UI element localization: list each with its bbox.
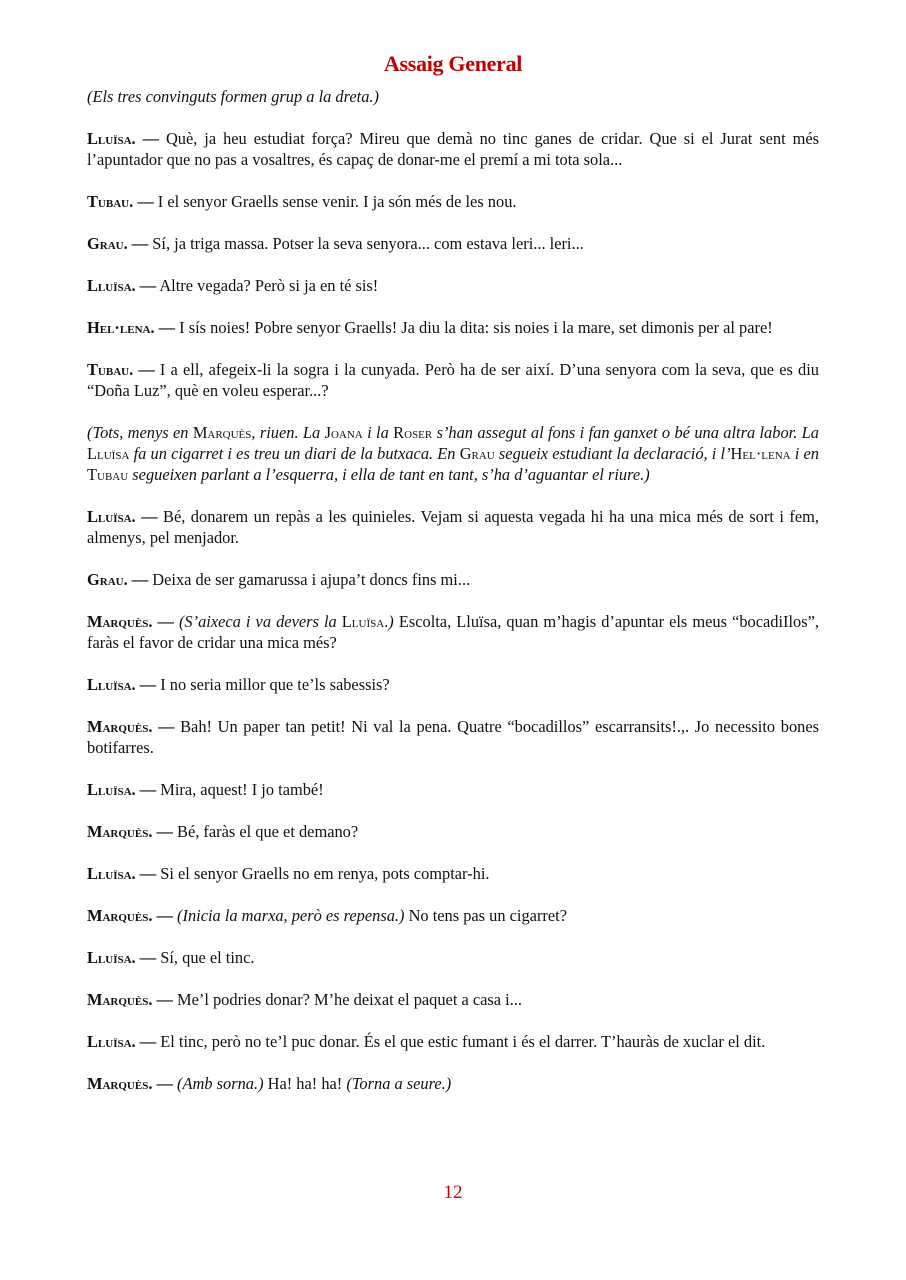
- speaker-name: Marquès.: [87, 906, 153, 925]
- dialogue-text: Ha! ha! ha!: [263, 1074, 347, 1093]
- inline-direction: (S’aixeca i va devers la: [178, 612, 342, 631]
- dialogue-text: Bé, faràs el que et demano?: [172, 822, 359, 841]
- dialogue-line: [87, 821, 819, 842]
- dialogue-line: [87, 716, 819, 758]
- dialogue-text: Bah! Un paper tan petit! Ni val la pena. Quatre “bocadillos” escarransits!.,. Jo necessito bones botifarres.: [87, 717, 819, 757]
- character-name: Tubau: [87, 465, 129, 484]
- character-name: Lluïsa: [87, 444, 130, 463]
- character-name: Hel·lena: [730, 444, 791, 463]
- dialogue-text: Si el senyor Graells no em renya, pots comptar-hi.: [156, 864, 490, 883]
- dialogue-dash: —: [131, 234, 149, 253]
- dialogue-text: Deixa de ser gamarussa i ajupa’t doncs fins mi...: [148, 570, 471, 589]
- dialogue-dash: —: [156, 906, 173, 925]
- speaker-name: Lluïsa.: [87, 675, 136, 694]
- dialogue-text: I sís noies! Pobre senyor Graells! Ja diu la dita: sis noies i la mare, set dimonis per al pare!: [175, 318, 773, 337]
- dialogue-dash: —: [158, 318, 176, 337]
- dialogue-dash: —: [157, 612, 174, 631]
- dialogue-text: Escolta, Lluïsa, quan m’hagis d’apuntar els meus “bocadiIlos”, faràs el favor de cridar una mica més?: [87, 612, 819, 652]
- dialogue-text: Mira, aquest! I jo també!: [156, 780, 324, 799]
- dialogue-text: Me’l podries donar? M’he deixat el paquet a casa i...: [172, 990, 522, 1009]
- dialogue-text: Bé, donarem un repàs a les quinieles. Vejam si aquesta vegada hi ha una mica més de sort i fem, almenys, pel menjador.: [87, 507, 819, 547]
- dialogue-line: [87, 1073, 819, 1094]
- direction-text: fa un cigarret i es treu un diari de la butxaca. En: [129, 444, 460, 463]
- dialogue-line: [87, 863, 819, 884]
- dialogue-dash: —: [156, 1074, 173, 1093]
- dialogue-text: Sí, que el tinc.: [156, 948, 255, 967]
- dialogue-dash: —: [139, 864, 157, 883]
- speaker-name: Grau.: [87, 570, 128, 589]
- speaker-name: Marquès.: [87, 612, 153, 631]
- character-name: Roser: [393, 423, 433, 442]
- dialogue-line: [87, 128, 819, 170]
- dialogue-text: Què, ja heu estudiat força? Mireu que demà no tinc ganes de cridar. Que si el Jurat sent més l’apuntador que no pas a vosaltres, és capaç de donar-me el premí a mi tota sola...: [87, 129, 819, 169]
- stage-direction: [87, 422, 819, 485]
- speaker-name: Marquès.: [87, 822, 153, 841]
- character-name: Marquès: [192, 423, 252, 442]
- dialogue-dash: —: [158, 717, 175, 736]
- speaker-name: Marquès.: [87, 1074, 153, 1093]
- dialogue-dash: —: [131, 570, 149, 589]
- page-body: [87, 50, 819, 1115]
- direction-text: , riuen. La: [251, 423, 325, 442]
- dialogue-line: [87, 275, 819, 296]
- page-title: Assaig General: [383, 51, 523, 76]
- direction-text: (Tots, menys en: [87, 423, 193, 442]
- direction-text: i en: [790, 444, 819, 463]
- dialogue-dash: —: [137, 192, 154, 211]
- speaker-name: Lluïsa.: [87, 864, 136, 883]
- inline-direction: (Inicia la marxa, però es repensa.): [177, 906, 405, 925]
- dialogue-text: Sí, ja triga massa. Potser la seva senyora... com estava leri... leri...: [148, 234, 584, 253]
- speaker-name: Tubau.: [87, 360, 134, 379]
- inline-direction: (Amb sorna.): [177, 1074, 264, 1093]
- speaker-name: Marquès.: [87, 717, 153, 736]
- inline-direction: (Torna a seure.): [346, 1074, 452, 1093]
- direction-text: i la: [362, 423, 394, 442]
- speaker-name: Tubau.: [87, 192, 134, 211]
- dialogue-line: [87, 506, 819, 548]
- dialogue-line: [87, 905, 819, 926]
- inline-direction: ): [388, 612, 394, 631]
- dialogue-dash: —: [138, 360, 155, 379]
- dialogue-text: No tens pas un cigarret?: [404, 906, 567, 925]
- dialogue-text: Altre vegada? Però si ja en té sis!: [156, 276, 379, 295]
- dialogue-dash: —: [141, 507, 158, 526]
- speaker-name: Lluïsa.: [87, 1032, 136, 1051]
- character-name: Grau: [459, 444, 495, 463]
- dialogue-line: [87, 191, 819, 212]
- dialogue-line: [87, 359, 819, 401]
- dialogue-dash: —: [139, 948, 157, 967]
- speaker-name: Lluïsa.: [87, 948, 136, 967]
- character-name: Joana: [324, 423, 363, 442]
- dialogue-dash: —: [139, 675, 157, 694]
- dialogue-line: [87, 1031, 819, 1052]
- dialogue-text: El tinc, però no te’l puc donar. És el que estic fumant i és el darrer. T’hauràs de xuclar el dit.: [156, 1032, 766, 1051]
- dialogue-line: [87, 674, 819, 695]
- dialogue-text: I el senyor Graells sense venir. I ja són més de les nou.: [153, 192, 517, 211]
- dialogue-dash: —: [156, 990, 173, 1009]
- dialogue-line: [87, 947, 819, 968]
- dialogue-text: I no seria millor que te’ls sabessis?: [156, 675, 390, 694]
- page-number: 12: [443, 1182, 463, 1203]
- dialogue-text: I a ell, afegeix-li la sogra i la cunyada. Però ha de ser així. D’una senyora com la seva, que es diu “Doña Luz”, què en voleu esperar...?: [87, 360, 819, 400]
- speaker-name: Lluïsa.: [87, 129, 136, 148]
- dialogue-line: [87, 779, 819, 800]
- direction-text: segueixen parlant a l’esquerra, i ella de tant en tant, s’ha d’aguantar el riure.): [128, 465, 650, 484]
- direction-text: segueix estudiant la declaració, i l’: [494, 444, 731, 463]
- stage-direction: (Els tres convinguts formen grup a la dreta.): [87, 87, 379, 106]
- dialogue-dash: —: [142, 129, 159, 148]
- dialogue-line: [87, 317, 819, 338]
- dialogue-dash: —: [139, 1032, 157, 1051]
- speaker-name: Marquès.: [87, 990, 153, 1009]
- dialogue-line: [87, 233, 819, 254]
- speaker-name: Hel·lena.: [87, 318, 155, 337]
- direction-text: s’han assegut al fons i fan ganxet o bé una altra labor. La: [432, 423, 819, 442]
- speaker-name: Lluïsa.: [87, 507, 136, 526]
- character-name: Lluïsa.: [341, 612, 389, 631]
- dialogue-dash: —: [156, 822, 173, 841]
- speaker-name: Grau.: [87, 234, 128, 253]
- speaker-name: Lluïsa.: [87, 276, 136, 295]
- speaker-name: Lluïsa.: [87, 780, 136, 799]
- dialogue-dash: —: [139, 276, 157, 295]
- dialogue-dash: —: [139, 780, 157, 799]
- dialogue-line: [87, 569, 819, 590]
- dialogue-line: [87, 989, 819, 1010]
- dialogue-line: [87, 611, 819, 653]
